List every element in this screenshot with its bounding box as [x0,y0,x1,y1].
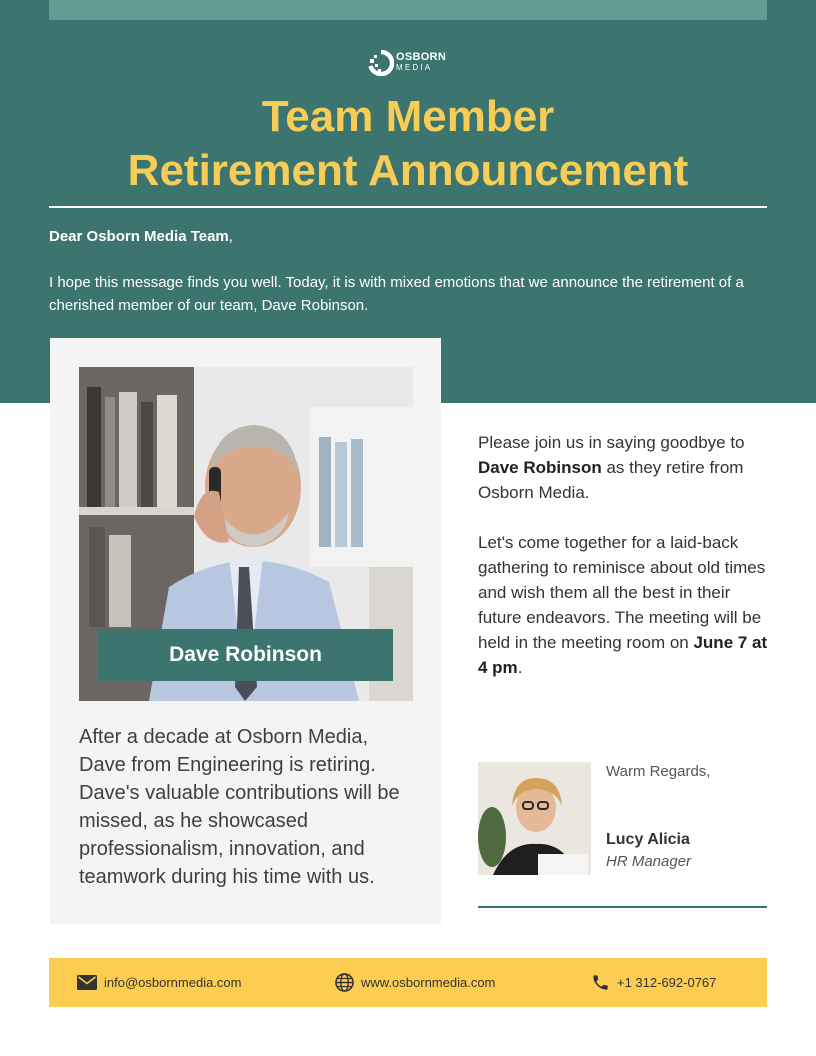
greeting [49,228,233,245]
brand-logo [368,50,452,78]
footer-phone[interactable] [591,958,716,1007]
osborn-logo-icon [368,50,394,76]
header-accent-strip [49,0,767,20]
contact-footer [49,958,767,1007]
signer-photo [478,762,591,875]
signer-name: Lucy Alicia [606,831,690,848]
gathering-text-start: Let's come together for a laid-back gathering to reminisce about old times and wish them all the best in their future endeavors. The meeting will be held in the meeting room on [478,533,766,652]
title-line-1: Team Member [261,92,555,141]
footer-phone-text[interactable]: +1 312-692-0767 [617,975,717,990]
brand-name-line2: MEDIA [396,63,433,72]
brand-wordmark [396,52,446,72]
farewell-retiree-name: Dave Robinson [478,458,602,477]
gathering-paragraph [478,530,770,680]
signature-divider [478,906,767,908]
title-line-2: Retirement Announcement [127,146,689,195]
closing-line: Warm Regards, [606,763,711,780]
farewell-text-end: as they retire from Osborn Media. [478,458,744,502]
retiree-summary: After a decade at Osborn Media, Dave from Engineering is retiring. Dave's valuable contributions will be missed, as he showcased professionalism, innovation, and teamwork during his time with us. [79,726,400,888]
intro-paragraph: I hope this message finds you well. Today, it is with mixed emotions that we announce the retirement of a cherished member of our team, Dave Robinson. [49,274,744,314]
retiree-name-banner: Dave Robinson [98,629,393,681]
title-divider [49,206,767,208]
footer-email[interactable] [77,958,241,1007]
gathering-date: June 7 at 4 pm [478,633,768,677]
footer-website[interactable] [335,958,495,1007]
gathering-text-end: . [517,658,523,677]
footer-email-text[interactable]: info@osbornmedia.com [104,975,242,990]
signer-role: HR Manager [606,853,692,870]
brand-name-line1: OSBORN [396,51,447,63]
greeting-punctuation: , [228,228,233,245]
footer-website-text[interactable]: www.osbornmedia.com [361,975,496,990]
farewell-paragraph [478,430,770,505]
greeting-salutation: Dear Osborn Media Team [49,228,229,245]
farewell-text-start: Please join us in saying goodbye to [478,433,745,452]
phone-icon [591,973,610,992]
globe-icon [335,973,354,992]
envelope-icon [77,975,97,990]
page-title [49,90,767,198]
